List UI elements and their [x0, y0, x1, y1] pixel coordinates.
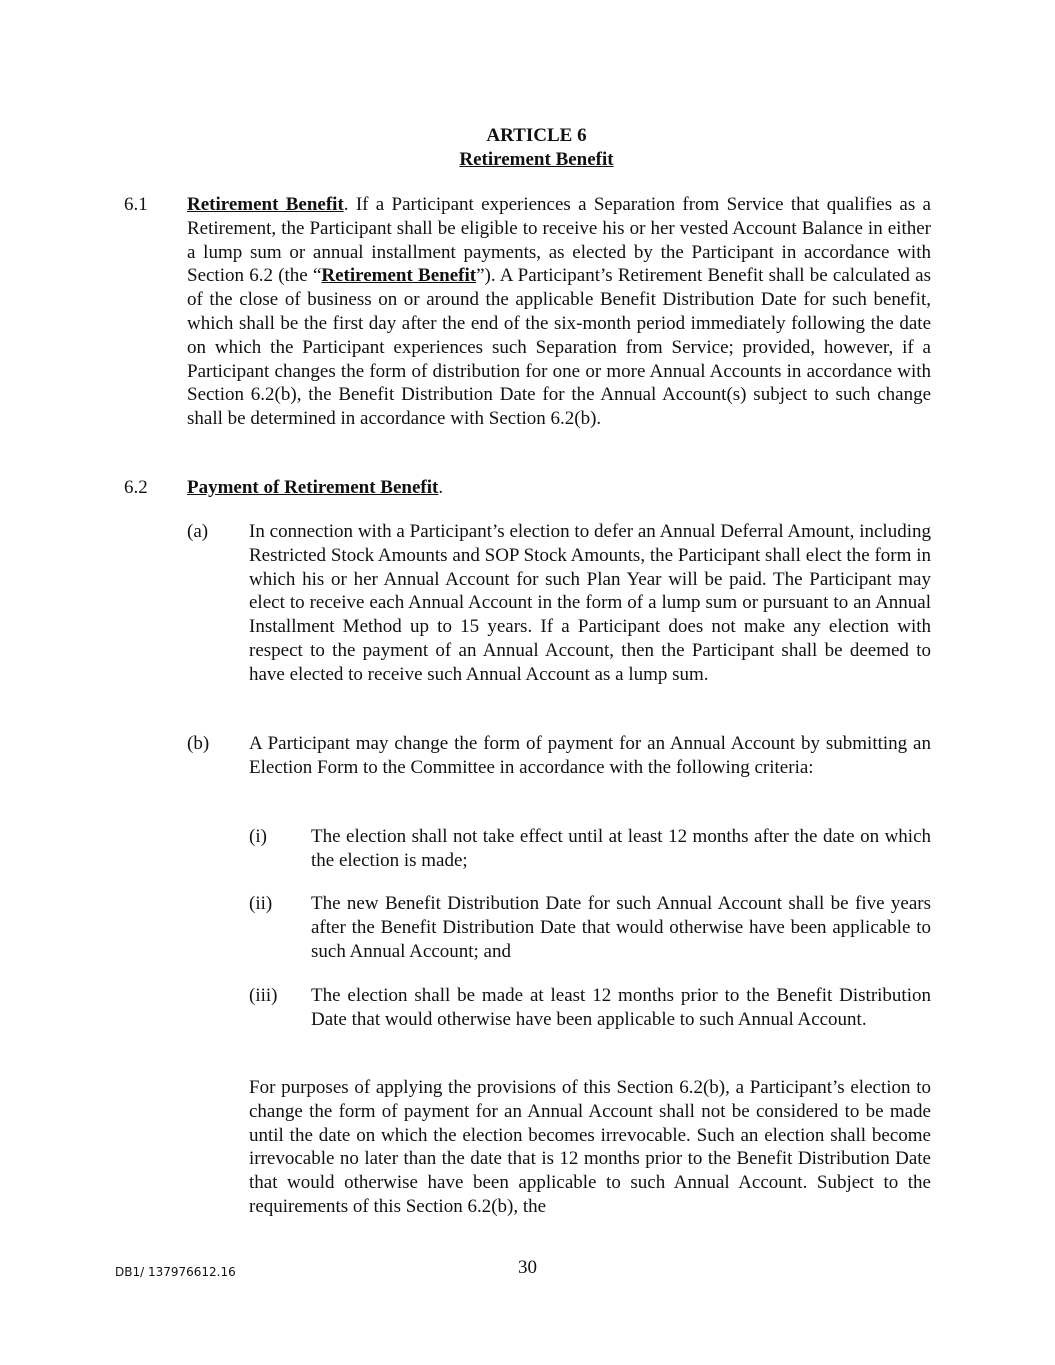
section-6-2-heading: Payment of Retirement Benefit [187, 477, 439, 498]
article-number: ARTICLE 6 [486, 125, 587, 146]
clause-ii-label: (ii) [249, 893, 273, 914]
section-6-1-heading: Retirement Benefit [187, 194, 344, 215]
section-6-1-text-part2: ”). A Participant’s Retirement Benefit shall be calculated as of the close of business on or around the applicable Benefit Distribution Date for such benefit, which shall be the first day after the end of the six-month period immediately following the date on which the Participant experiences such Separation from Service; provided, however, if a Participant changes the form of distribution for one or more Annual Accounts in accordance with Section 6.2(b), the Benefit Distribution Date for the Annual Account(s) subject to such change shall be determined in accordance with Section 6.2(b). [187, 265, 931, 430]
section-6-2-number: 6.2 [124, 477, 148, 498]
clause-i-text: The election shall not take effect until at least 12 months after the date on which the election is made; [311, 826, 931, 871]
clause-iii-text: The election shall be made at least 12 months prior to the Benefit Distribution Date that would otherwise have been applicable to such Annual Account. [311, 985, 931, 1030]
clause-ii-text: The new Benefit Distribution Date for such Annual Account shall be five years after the Benefit Distribution Date that would otherwise have been applicable to such Annual Account; and [311, 893, 931, 962]
section-6-2-heading-suffix: . [438, 477, 444, 498]
page-number: 30 [518, 1257, 537, 1278]
section-6-1-number: 6.1 [124, 194, 148, 215]
subsection-a-label: (a) [187, 521, 209, 542]
clause-iii-label: (iii) [249, 985, 278, 1006]
subsection-a-text: In connection with a Participant’s election to defer an Annual Deferral Amount, including Restricted Stock Amounts and SOP Stock Amounts, the Participant shall elect the form in which his or her Annual Account for such Plan Year will be paid. The Participant may elect to receive each Annual Account in the form of a lump sum or pursuant to an Annual Installment Method up to 15 years. If a Participant does not make any election with respect to the payment of an Annual Account, then the Participant shall be deemed to have elected to receive such Annual Account as a lump sum. [249, 521, 931, 685]
subsection-b-text: A Participant may change the form of payment for an Annual Account by submitting an Election Form to the Committee in accordance with the following criteria: [249, 733, 931, 778]
section-6-1-defined-term: Retirement Benefit [321, 265, 477, 287]
section-6-1-text-part1: . If a Participant experiences a Separation from Service that qualifies as a Retirement, the Participant shall be eligible to receive his or her vested Account Balance in either a lump sum or annual installment payments, as elected by the Participant in accordance with Section 6.2 (the “ [187, 194, 931, 287]
article-title: Retirement Benefit [459, 149, 614, 170]
section-6-2-heading-line [187, 476, 931, 500]
subsection-b-label: (b) [187, 733, 210, 754]
section-6-1-paragraph [187, 193, 931, 431]
clause-i-label: (i) [249, 826, 267, 847]
subsection-b-closing-paragraph: For purposes of applying the provisions of this Section 6.2(b), a Participant’s election to change the form of payment for an Annual Account shall not be considered to be made until the date on which the election becomes irrevocable. Such an election shall become irrevocable no later than the date that is 12 months prior to the Benefit Distribution Date that would otherwise have been applicable to such Annual Account. Subject to the requirements of this Section 6.2(b), the [249, 1077, 931, 1217]
document-id: DB1/ 137976612.16 [115, 1265, 236, 1279]
